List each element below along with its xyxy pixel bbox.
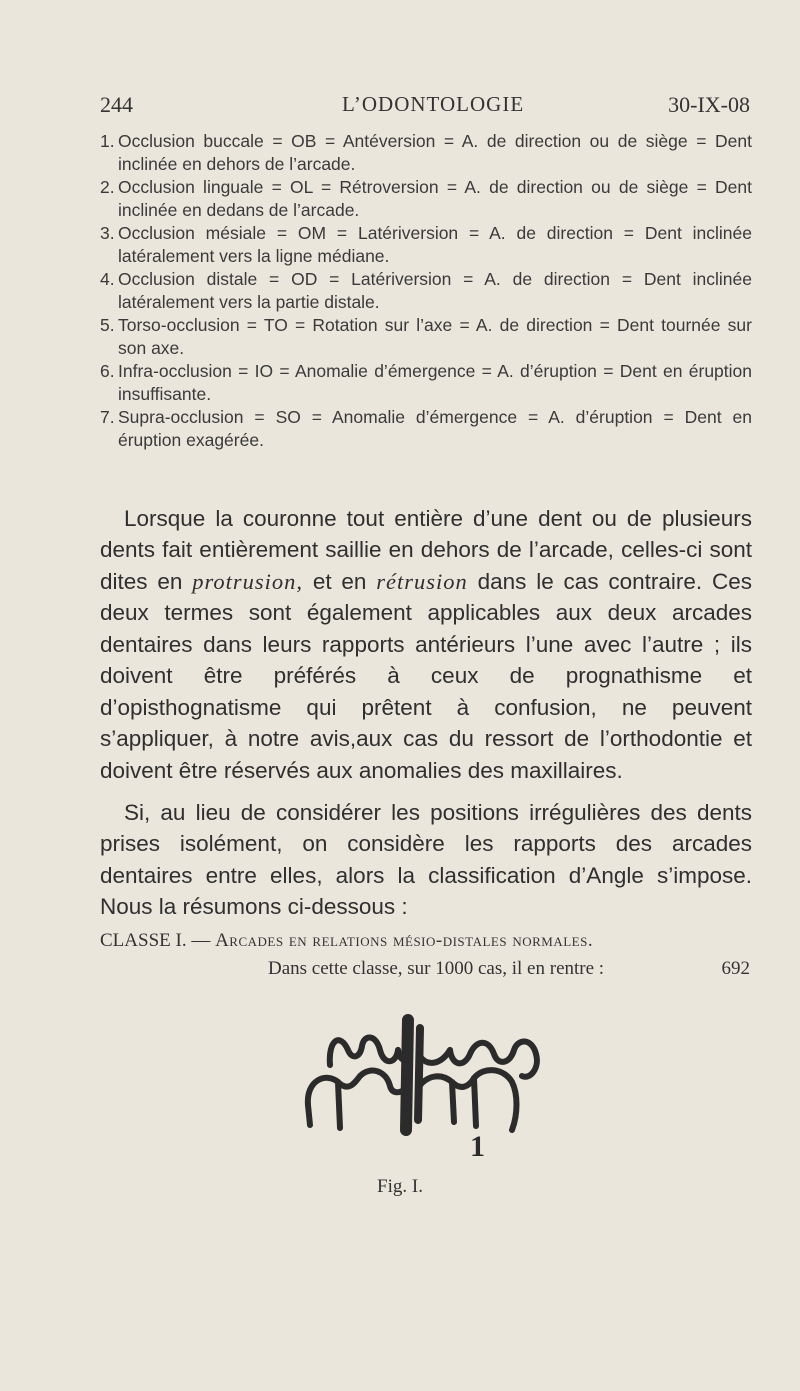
occlusion-list (100, 130, 752, 452)
term-retrusion: rétrusion (376, 568, 468, 594)
list-item-index: 2. (100, 177, 115, 197)
list-item-text: Occlusion mésiale = OM = Latériversion = A. de direction = Dent inclinée latéralement vers la ligne médiane. (118, 223, 752, 266)
page-number: 244 (100, 92, 133, 117)
paragraph-text: Lorsque la couronne tout entière d’une dent ou de plusieurs dents fait entièrement saillie en dehors de l’arcade, celles-ci sont dites en (100, 505, 752, 594)
list-item (100, 268, 752, 314)
paragraph-text: dans le cas contraire. Ces deux termes sont également applicables aux deux arcades dentaires dans leurs rapports antérieurs l’une avec l’autre ; ils doivent être préférés à ceux de prognathisme et d’opisthognatisme qui prêtent à confusion, ne peuvent s’appliquer, à notre avis,aux cas du ressort de l’orthodontie et doivent être réservés aux anomalies des maxillaires. (100, 568, 753, 783)
issue-date: 30-IX-08 (668, 92, 750, 117)
figure-dental-arches (300, 1010, 560, 1160)
list-item-index: 7. (100, 407, 115, 427)
list-item (100, 360, 752, 406)
list-item (100, 176, 752, 222)
journal-title: L’ODONTOLOGIE (342, 92, 525, 116)
class-heading (100, 930, 750, 952)
list-item (100, 406, 752, 452)
list-item-index: 5. (100, 315, 115, 335)
list-item-index: 1. (100, 131, 115, 151)
running-header (100, 92, 750, 122)
class-count: 692 (721, 958, 750, 979)
list-item-index: 3. (100, 223, 115, 243)
class-label: CLASSE I. — (100, 930, 216, 951)
list-item (100, 314, 752, 360)
list-item-text: Supra-occlusion = SO = Anomalie d’émergence = A. d’éruption = Dent en éruption exagérée. (118, 407, 752, 450)
list-item-index: 6. (100, 361, 115, 381)
figure-number-mark: 1 (470, 1130, 485, 1160)
dental-arch-illustration (300, 1010, 560, 1160)
body-paragraph-protrusion (100, 503, 752, 787)
list-item (100, 222, 752, 268)
term-protrusion: protrusion, (192, 568, 304, 594)
class-statistic-text: Dans cette classe, sur 1000 cas, il en rentre : (268, 958, 605, 979)
list-item-text: Infra-occlusion = IO = Anomalie d’émergence = A. d’éruption = Dent en éruption insuffisante. (118, 361, 752, 404)
list-item-text: Occlusion linguale = OL = Rétroversion = A. de direction ou de siège = Dent inclinée en dedans de l’arcade. (118, 177, 752, 220)
body-paragraph-angle: Si, au lieu de considérer les positions irrégulières des dents prises isolément, on considère les rapports des arcades dentaires entre elles, alors la classification d’Angle s’impose. Nous la résumons ci-dessous : (100, 799, 752, 919)
class-statistic (268, 958, 750, 980)
class-title: Arcades en relations mésio-distales normales. (215, 930, 594, 951)
list-item-text: Torso-occlusion = TO = Rotation sur l’axe = A. de direction = Dent tournée sur son axe. (118, 315, 752, 358)
list-item (100, 130, 752, 176)
paragraph-text: et en (303, 568, 377, 594)
list-item-text: Occlusion distale = OD = Latériversion = A. de direction = Dent inclinée latéralement vers la partie distale. (118, 269, 752, 312)
list-item-index: 4. (100, 269, 115, 289)
figure-caption: Fig. I. (377, 1176, 423, 1197)
list-item-text: Occlusion buccale = OB = Antéversion = A. de direction ou de siège = Dent inclinée en dehors de l’arcade. (118, 131, 752, 174)
